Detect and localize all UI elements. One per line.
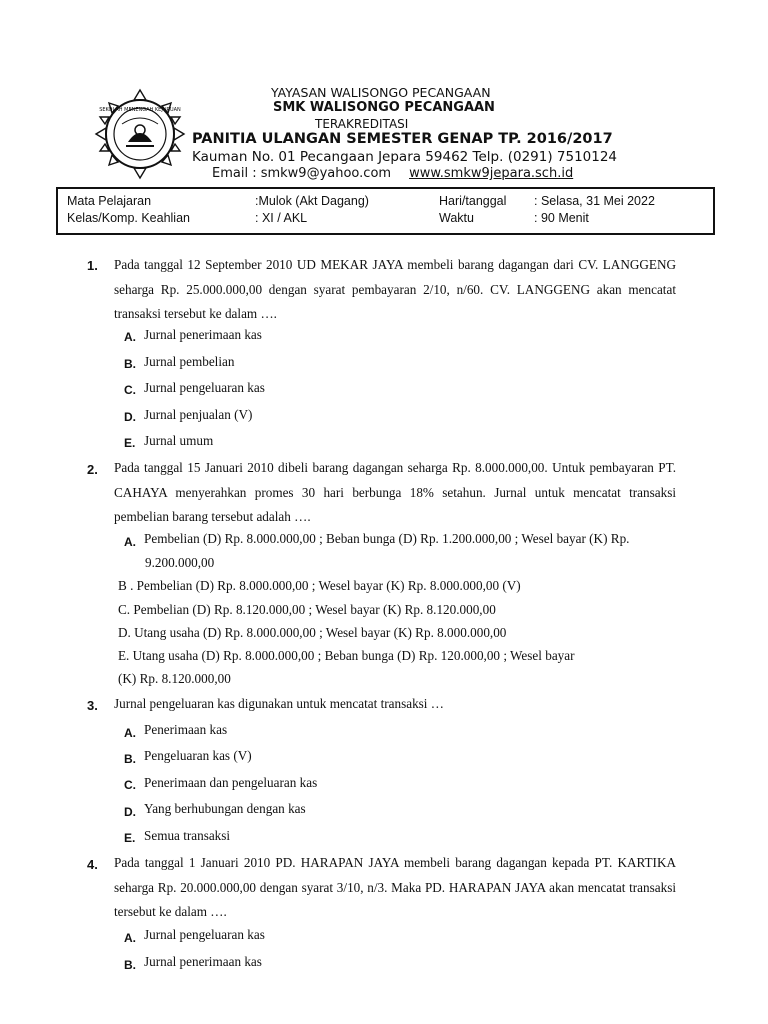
time-label: Waktu: [439, 211, 474, 225]
day-label: Hari/tanggal: [439, 194, 507, 208]
option-text: Jurnal pembelian: [144, 354, 235, 369]
option-letter: E.: [124, 436, 136, 450]
email-text: Email : smkw9@yahoo.com: [212, 166, 392, 181]
option-text-continued: (K) Rp. 8.120.000,00: [118, 671, 231, 686]
school-logo: [88, 84, 192, 184]
class-value: : XI / AKL: [255, 211, 308, 225]
option-letter: A.: [124, 330, 136, 344]
option-letter: B.: [124, 958, 136, 972]
school-name: SMK WALISONGO PECANGAAN: [273, 100, 495, 115]
question-number: 2.: [87, 462, 98, 477]
contact-line: [212, 166, 573, 181]
question-text: Pada tanggal 1 Januari 2010 PD. HARAPAN JAYA membeli barang dagangan kepada PT. KARTIKA seharga Rp. 20.000.000,00 dengan syarat 3/10, n/3. Maka PD. HARAPAN JAYA akan mencatat transaksi tersebut ke dalam ….: [114, 855, 676, 919]
option-text: Jurnal pengeluaran kas: [144, 927, 265, 942]
option-letter: A.: [124, 931, 136, 945]
option-text: Jurnal pengeluaran kas: [144, 380, 265, 395]
option-text: Semua transaksi: [144, 828, 231, 843]
option-text: Jurnal umum: [144, 433, 214, 448]
option-text: Jurnal penerimaan kas: [144, 954, 262, 969]
option-text: E. Utang usaha (D) Rp. 8.000.000,00 ; Beban bunga (D) Rp. 120.000,00 ; Wesel bayar: [118, 648, 575, 663]
svg-text:SEKOLAH MENENGAH KEJURUAN: SEKOLAH MENENGAH KEJURUAN: [99, 107, 181, 113]
accreditation-status: TERAKREDITASI: [315, 117, 409, 131]
day-value: : Selasa, 31 Mei 2022: [534, 194, 655, 208]
class-label: Kelas/Komp. Keahlian: [67, 211, 190, 225]
option-letter: A.: [124, 535, 136, 549]
option-text: Penerimaan kas: [144, 722, 228, 737]
option-text: Pembelian (D) Rp. 8.000.000,00 ; Beban bunga (D) Rp. 1.200.000,00 ; Wesel bayar (K) Rp.: [144, 531, 630, 546]
question-text: Jurnal pengeluaran kas digunakan untuk mencatat transaksi …: [114, 696, 444, 711]
option-letter: E.: [124, 831, 136, 845]
exam-info-box: [56, 187, 715, 235]
option-text: Pengeluaran kas (V): [144, 748, 252, 763]
option-text: D. Utang usaha (D) Rp. 8.000.000,00 ; Wesel bayar (K) Rp. 8.000.000,00: [118, 625, 507, 640]
subject-value: :Mulok (Akt Dagang): [255, 194, 369, 208]
question-text: Pada tanggal 12 September 2010 UD MEKAR JAYA membeli barang dagangan dari CV. LANGGENG seharga Rp. 25.000.000,00 dengan syarat pembayaran 2/10, n/60. CV. LANGGENG akan mencatat transaksi tersebut ke dalam ….: [114, 257, 676, 321]
option-letter: A.: [124, 726, 136, 740]
option-text: Yang berhubungan dengan kas: [144, 801, 306, 816]
school-address: Kauman No. 01 Pecangaan Jepara 59462 Telp. (0291) 7510124: [192, 149, 618, 165]
subject-label: Mata Pelajaran: [67, 194, 152, 208]
committee-title: PANITIA ULANGAN SEMESTER GENAP TP. 2016/2017: [192, 131, 613, 147]
question-text: Pada tanggal 15 Januari 2010 dibeli barang dagangan seharga Rp. 8.000.000,00. Untuk pembayaran PT. CAHAYA menyerahkan promes 30 hari berbunga 18% setahun. Jurnal untuk mencatat transaksi pembelian barang tersebut adalah ….: [114, 460, 676, 524]
option-text: Jurnal penjualan (V): [144, 407, 253, 422]
option-text: Penerimaan dan pengeluaran kas: [144, 775, 318, 790]
foundation-name: YAYASAN WALISONGO PECANGAAN: [271, 85, 491, 100]
option-text: Jurnal penerimaan kas: [144, 327, 262, 342]
option-text: C. Pembelian (D) Rp. 8.120.000,00 ; Wesel bayar (K) Rp. 8.120.000,00: [118, 602, 496, 617]
option-letter: B.: [124, 357, 136, 371]
option-letter: C.: [124, 383, 136, 397]
option-letter: D.: [124, 410, 136, 424]
question-number: 1.: [87, 258, 98, 273]
question-number: 3.: [87, 698, 98, 713]
option-letter: B.: [124, 752, 136, 766]
option-letter: D.: [124, 805, 136, 819]
letterhead: [88, 80, 688, 184]
question-number: 4.: [87, 857, 98, 872]
website-link[interactable]: www.smkw9jepara.sch.id: [409, 166, 574, 181]
option-text: B . Pembelian (D) Rp. 8.000.000,00 ; Wesel bayar (K) Rp. 8.000.000,00 (V): [118, 578, 521, 593]
time-value: : 90 Menit: [534, 211, 589, 225]
option-text-continued: 9.200.000,00: [145, 555, 215, 570]
option-letter: C.: [124, 778, 136, 792]
